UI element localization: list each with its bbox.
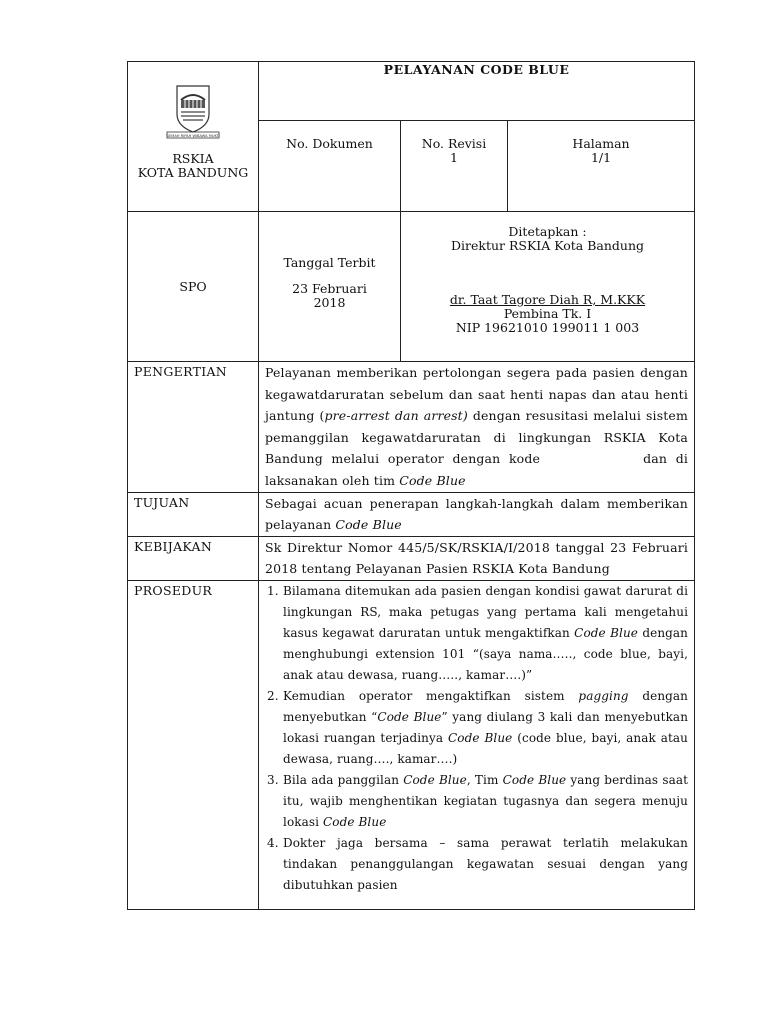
director-title: Direktur RSKIA Kota Bandung	[451, 238, 645, 253]
pengertian-text: Pelayanan memberikan pertolongan segera pada pasien dengan kegawatdaruratan sebelum dan saat henti napas dan atau henti jantung (pre-arrest dan arrest) dengan resusitasi melalui sistem pemanggilan kegawatdaruratan di lingkungan RSKIA Kota Bandung melalui operator dengan kode dan di laksanakan oleh tim Code Blue	[259, 362, 695, 493]
spo-label: SPO	[179, 279, 207, 294]
ditetapkan-label: Ditetapkan :	[508, 224, 587, 239]
tanggal-terbit-year: 2018	[313, 295, 346, 310]
hospital-logo-cell	[128, 62, 259, 212]
signer-rank: Pembina Tk. I	[503, 306, 592, 321]
no-dokumen-cell	[259, 121, 401, 212]
tanggal-terbit-cell	[259, 212, 401, 362]
tanggal-terbit-date: 23 Februari	[292, 281, 367, 296]
tujuan-label: TUJUAN	[128, 492, 259, 536]
no-dokumen-label: No. Dokumen	[286, 136, 373, 151]
signer-name: dr. Taat Tagore Diah R, M.KKK	[449, 292, 646, 307]
document-title: PELAYANAN CODE BLUE	[383, 62, 570, 77]
halaman-cell	[508, 121, 695, 212]
tujuan-text: Sebagai acuan penerapan langkah-langkah dalam memberikan pelayanan Code Blue	[259, 492, 695, 536]
tanggal-terbit-label: Tanggal Terbit	[283, 255, 376, 270]
signer-nip: NIP 19621010 199011 1 003	[455, 320, 640, 335]
prosedur-step-3: 3. Bila ada panggilan Code Blue, Tim Code Blue yang berdinas saat itu, wajib menghentikan kegiatan tugasnya dan segera menuju lokasi Code Blue	[267, 772, 689, 829]
document-page	[127, 61, 694, 955]
spo-table	[127, 61, 695, 910]
halaman-value: 1/1	[590, 150, 612, 165]
city-emblem-logo	[163, 80, 223, 140]
prosedur-label: PROSEDUR	[128, 580, 259, 909]
kebijakan-label: KEBIJAKAN	[128, 536, 259, 580]
hospital-name-line1: RSKIA	[172, 151, 214, 166]
prosedur-list	[259, 581, 688, 896]
prosedur-step-2: 2. Kemudian operator mengaktifkan sistem pagging dengan menyebutkan “Code Blue” yang diulang 3 kali dan menyebutkan lokasi ruangan terjadinya Code Blue (code blue, bayi, anak atau dewasa, ruang…., kamar….)	[267, 688, 689, 766]
ditetapkan-cell	[401, 212, 695, 362]
prosedur-cell	[259, 580, 695, 909]
prosedur-step-4: 4. Dokter jaga bersama – sama perawat terlatih melakukan tindakan penanggulangan kegawatan sesuai dengan yang dibutuhkan pasien	[267, 835, 689, 892]
no-revisi-cell	[401, 121, 508, 212]
prosedur-step-1: 1. Bilamana ditemukan ada pasien dengan kondisi gawat darurat di lingkungan RS, maka petugas yang pertama kali mengetahui kasus kegawat daruratan untuk mengaktifkan Code Blue dengan menghubungi extension 101 “(saya nama….., code blue, bayi, anak atau dewasa, ruang….., kamar….)”	[267, 583, 689, 682]
hospital-name-line2: KOTA BANDUNG	[137, 165, 249, 180]
pengertian-label: PENGERTIAN	[128, 362, 259, 493]
no-revisi-label: No. Revisi	[421, 136, 487, 151]
document-title-cell	[259, 62, 695, 121]
kebijakan-text: Sk Direktur Nomor 445/5/SK/RSKIA/I/2018 tanggal 23 Februari 2018 tentang Pelayanan Pasien RSKIA Kota Bandung	[259, 536, 695, 580]
spo-label-cell	[128, 212, 259, 362]
logo-motto: GEMAH RIPAH WIBAWA MUKTI	[166, 134, 220, 138]
no-revisi-value: 1	[450, 150, 458, 165]
halaman-label: Halaman	[572, 136, 630, 151]
